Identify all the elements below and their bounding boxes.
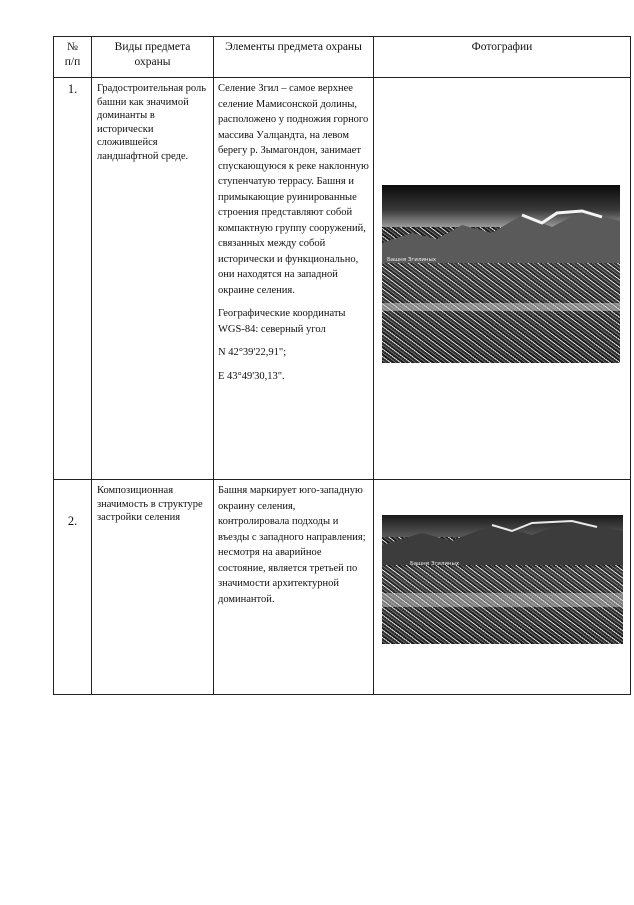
elements-longitude: E 43°49'30,13". [218, 370, 285, 382]
table-header-row [54, 37, 631, 78]
photo-tower-landscape [382, 185, 620, 363]
row-number: 1. [54, 78, 92, 480]
header-types: Виды предмета охраны [92, 37, 214, 78]
elements-coordinates-title: Географические координаты WGS-84: северный угол [218, 308, 346, 335]
mountain-ridge-graphic [382, 515, 623, 565]
photo-caption: Башня Згилиных [387, 257, 437, 263]
photo-tower-village [382, 515, 623, 644]
table-row [54, 480, 631, 695]
row-elements [214, 78, 374, 480]
table-row [54, 78, 631, 480]
row-type: Градостроительная роль башни как значимой доминанты в исторически сложившейся ландшафтной среде. [92, 78, 214, 480]
mountain-ridge-graphic [382, 203, 620, 263]
elements-description: Башня маркирует юго-западную окраину селения, контролировала подходы и въезды с западного направления; несмотря на аварийное состояние, является третьей по значимости архитектурной доминантой. [218, 485, 366, 605]
row-number: 2. [54, 480, 92, 695]
row-photo-cell [374, 480, 631, 695]
header-photos: Фотографии [374, 37, 631, 78]
row-elements [214, 480, 374, 695]
row-photo-cell [374, 78, 631, 480]
protection-table [53, 36, 631, 695]
elements-latitude: N 42°39'22,91"; [218, 347, 287, 358]
header-num: № п/п [54, 37, 92, 78]
photo-caption: Башня Згилиных [410, 561, 460, 567]
elements-description: Селение Згил – самое верхнее селение Мамисонской долины, расположено у подножия горного массива Уалцандта, на левом берегу р. Зымагондон, занимает спускающуюся к реке наклонную ступенчатую террасу. Башня и примыкающие руинированные строения представляют собой компактную группу сооружений, связанных между собой исторически и функционально, они находятся на западной окраине селения. [218, 83, 369, 296]
header-elements: Элементы предмета охраны [214, 37, 374, 78]
row-type: Композиционная значимость в структуре застройки селения [92, 480, 214, 695]
